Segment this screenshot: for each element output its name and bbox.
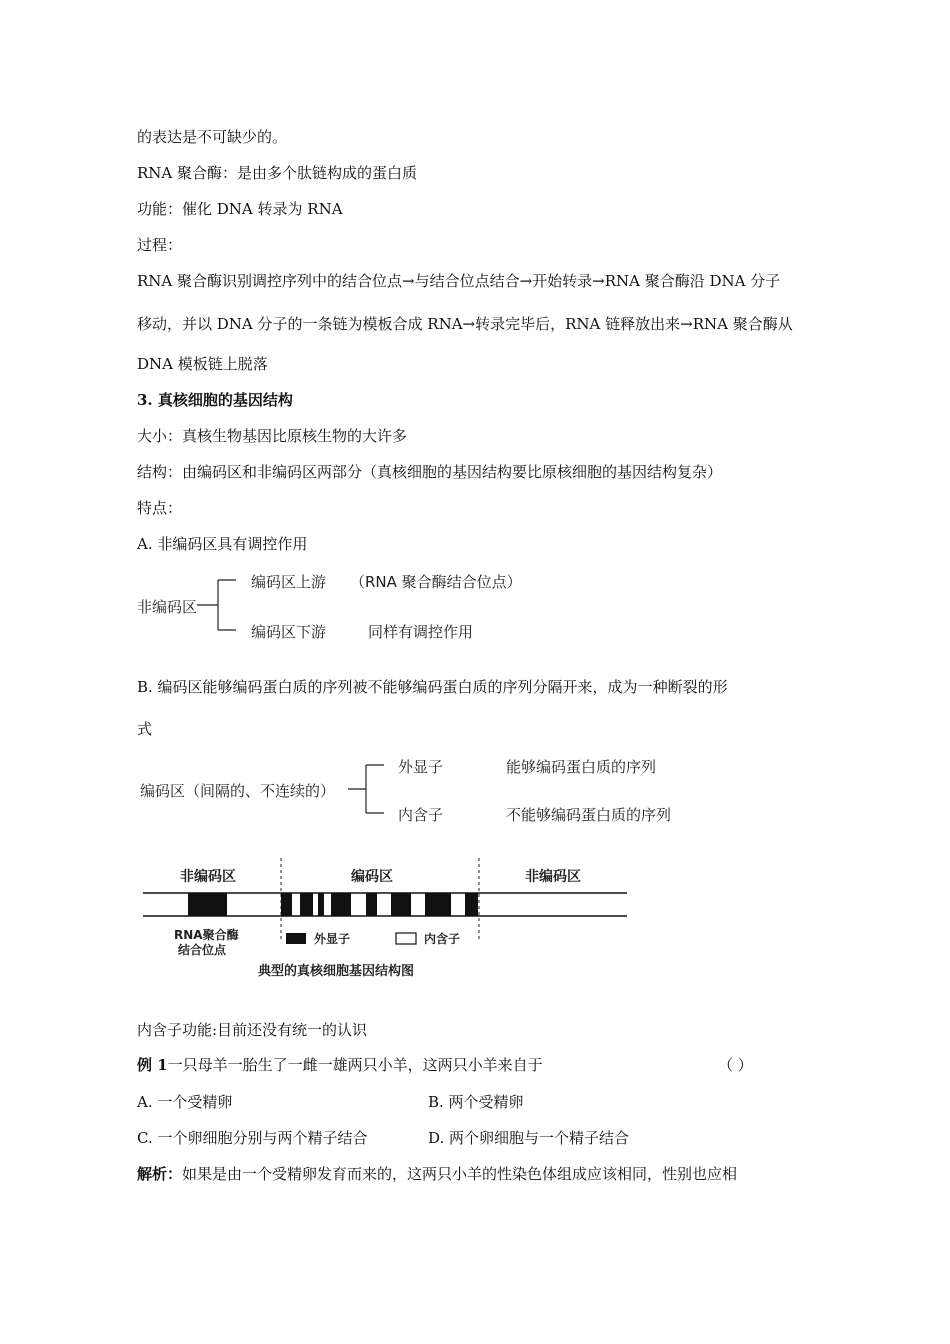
answer-parentheses: （ ）: [718, 1056, 753, 1074]
text-line: 式: [137, 720, 153, 738]
analysis: [137, 1164, 737, 1184]
binding-site-label: RNA聚合酶: [174, 928, 239, 942]
binding-site-label: 结合位点: [178, 943, 227, 957]
text-line: RNA 聚合酶：是由多个肽链构成的蛋白质: [137, 164, 418, 182]
legend-intron-swatch: [396, 933, 416, 944]
downstream-note: 同样有调控作用: [368, 623, 474, 641]
exon-label: 外显子: [398, 758, 444, 776]
exon-block: [465, 893, 478, 916]
legend-exon-swatch: [286, 933, 306, 944]
text-line: 功能：催化 DNA 转录为 RNA: [137, 200, 343, 218]
figure-caption: 典型的真核细胞基因结构图: [258, 964, 415, 979]
text-line: B. 编码区能够编码蛋白质的序列被不能够编码蛋白质的序列分隔开来，成为一种断裂的形: [137, 678, 728, 696]
left-noncoding-label: 非编码区: [180, 869, 236, 885]
exon-block: [281, 893, 292, 916]
diagram-root-label: 编码区（间隔的、不连续的）: [140, 782, 336, 800]
text-line: 结构：由编码区和非编码区两部分（真核细胞的基因结构要比原核细胞的基因结构复杂）: [137, 463, 723, 481]
exon-block: [331, 893, 351, 916]
upstream-note: （RNA 聚合酶结合位点）: [350, 573, 522, 591]
binding-site-block: [188, 893, 227, 916]
option-b: B. 两个受精卵: [428, 1093, 524, 1111]
exon-block: [366, 893, 377, 916]
option-c: C. 一个卵细胞分别与两个精子结合: [137, 1129, 368, 1147]
example-label: 例 1: [137, 1056, 168, 1074]
diagram-root-label: 非编码区: [137, 598, 198, 616]
coding-label: 编码区: [351, 869, 393, 885]
upstream-label: 编码区上游: [251, 573, 327, 591]
text-line: A. 非编码区具有调控作用: [137, 535, 308, 553]
exon-note: 能够编码蛋白质的序列: [506, 758, 657, 776]
exon-block: [318, 893, 324, 916]
downstream-label: 编码区下游: [251, 623, 327, 641]
text-line: RNA 聚合酶识别调控序列中的结合位点→与结合位点结合→开始转录→RNA 聚合酶沿 DNA 分子: [137, 272, 781, 290]
legend-exon-label: 外显子: [314, 932, 351, 946]
intron-label: 内含子: [398, 806, 444, 824]
option-a: A. 一个受精卵: [137, 1093, 233, 1111]
legend-intron-label: 内含子: [424, 932, 461, 946]
text-line: 的表达是不可缺少的。: [137, 128, 288, 146]
analysis-text: 如果是由一个受精卵发育而来的，这两只小羊的性染色体组成应该相同，性别也应相: [182, 1165, 738, 1183]
analysis-label: 解析：: [137, 1165, 183, 1183]
right-noncoding-label: 非编码区: [525, 869, 581, 885]
text-line: 内含子功能:目前还没有统一的认识: [137, 1021, 368, 1039]
text-line: 大小：真核生物基因比原核生物的大许多: [137, 427, 408, 445]
exon-block: [300, 893, 313, 916]
example-question: [137, 1055, 543, 1075]
text-line: 过程：: [137, 236, 183, 254]
exon-block: [425, 893, 451, 916]
section-heading: 3. 真核细胞的基因结构: [137, 391, 293, 409]
example-text: 一只母羊一胎生了一雌一雄两只小羊，这两只小羊来自于: [167, 1056, 543, 1074]
text-line: 移动，并以 DNA 分子的一条链为模板合成 RNA→转录完毕后，RNA 链释放出来→RNA 聚合酶从: [137, 315, 793, 333]
exon-block: [391, 893, 411, 916]
option-d: D. 两个卵细胞与一个精子结合: [428, 1129, 630, 1147]
intron-note: 不能够编码蛋白质的序列: [506, 806, 672, 824]
text-line: DNA 模板链上脱落: [137, 355, 268, 373]
text-line: 特点：: [137, 499, 183, 517]
